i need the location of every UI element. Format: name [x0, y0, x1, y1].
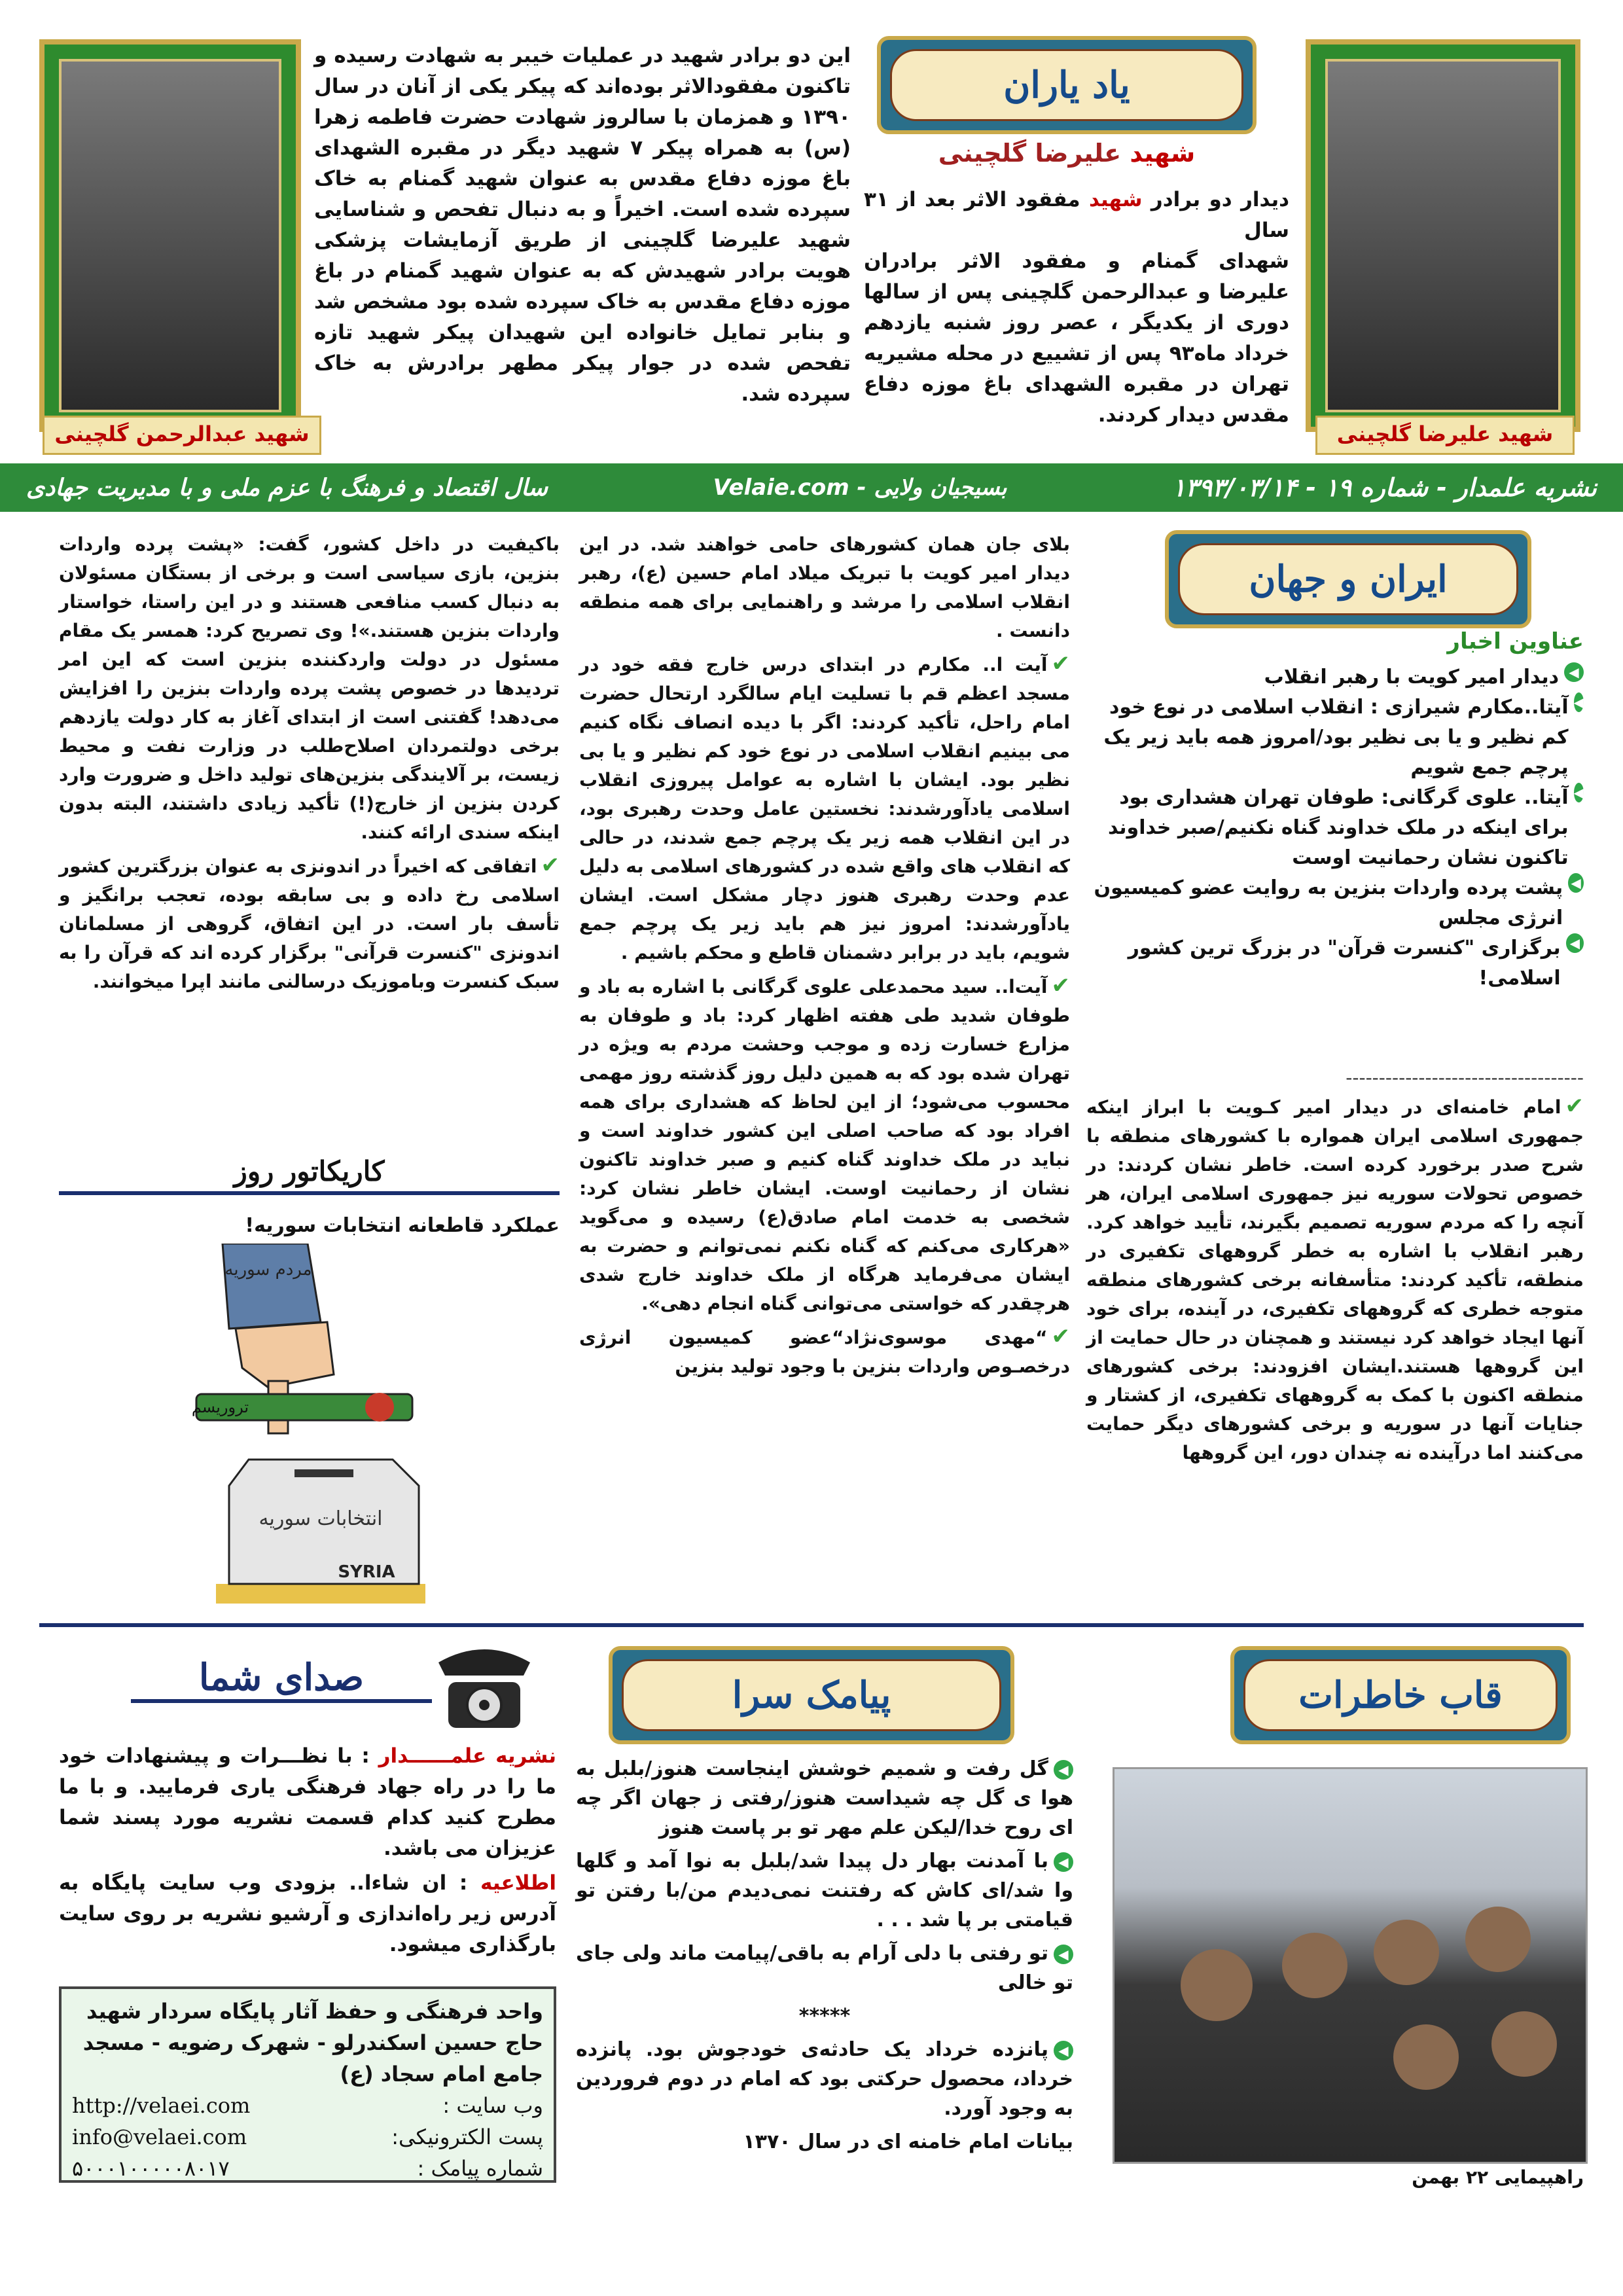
- iran-jahan-col1: ✔امام خامنه‌ای در دیدار امیر کـویت با ابراز اینکه جمهوری اسلامی ایران همواره با کشورهای منطقه با شرح صدر برخورد کرده است. خاطر نشان کردند: در خصوص تحولات سوریه نیز جمهوری اسلامی ایران، هر آنچه را که مردم سوریه تصمیم بگیرند، تأیید خواهد کرد. رهبر انقلاب با اشاره به خطر گروههای تکفیری در منطقه، تأکید کردند: متأسفانه برخی کشورهای منطقه متوجه خطری که گروههای تکفیری، در آینده، برای خود آنها ایجاد خواهد کرد نیستند و همچنان در حال حمایت از این گروهها هستند.ایشان افزودند: برخی کشورهای منطقه اکنون با کمک به گروههای تکفیری، از کشتار و جنایات آنها در سوریه و برخی کشورهای دیگر حمایت می‌کنند اما درآینده نه چندان دور، این گروهها: [1086, 1093, 1584, 1463]
- cartoon-illustration: [170, 1244, 471, 1610]
- col2-paragraph: ✔آیت ا.. مکارم در ابتدای درس خارج فقه خود در مسجد اعظم قم با تسلیت ایام سالگرد ارتحال حضرت امام راحل، تأکید کردند: اگر با دیده انصاف نگاه کنیم می بینیم انقلاب اسلامی در نوع خود کم نظیر و یا بی نظیر بود. ایشان با اشاره به عوامل پیروزی انقلاب اسلامی یادآورشدند: نخستین عامل وحدت رهبری بود، در این انقلاب همه زیر یک پرچم جمع شدند، در حالی که انقلاب های واقع شده در کشورهای اسلامی به دلیل عدم وحدت رهبری هنوز دچار مشکل است. ایشان یادآورشدند: امروز نیز هم باید زیر یک پرچم جمع شویم، باید در برابر دشمنان قاطع و محکم باشیم .: [579, 651, 1070, 963]
- contact-sms-row: شماره پیامک : ۵۰۰۰۱۰۰۰۰۰۸۰۱۷: [72, 2153, 543, 2184]
- khaterat-title: قاب خاطرات: [1243, 1659, 1558, 1731]
- cartoon-syria-label: SYRIA: [338, 1562, 395, 1582]
- section-divider: [39, 1623, 1584, 1627]
- banner-slogan: سال اقتصاد و فرهنگ با عزم ملی و با مدیریت جهادی: [26, 474, 548, 501]
- photo-frame-alireza: [1306, 39, 1580, 432]
- news-title-item[interactable]: ◀ آیتا..مکارم شیرازی : انقلاب اسلامی در نوع خود کم نظیر و یا بی نظیر بود/امروز همه باید زیر یک پرچم جمع شویم: [1086, 692, 1584, 783]
- photo-caption-abdolrahman: شهید عبدالرحمن گلچینی: [43, 416, 321, 455]
- portrait-alireza: [1325, 59, 1561, 412]
- sedaye-shoma-intro: نشریه علمــــــدار : با نظـــرات و پیشنهادات خود ما را در راه جهاد فرهنگی یاری فرمایید. و با ما مطرح کنید کدام قسمت نشریه مورد پسند شما عزیزان می باشد.: [59, 1744, 556, 1860]
- person-face: [1465, 1907, 1531, 1972]
- sms-number[interactable]: ۵۰۰۰۱۰۰۰۰۰۸۰۱۷: [72, 2156, 230, 2181]
- payamak-source: بیانات امام خامنه ای در سال ۱۳۷۰: [743, 2130, 1073, 2153]
- banner-site: بسیجیان ولایی - Velaie.com: [713, 475, 1007, 501]
- cartoon-terror-text: تروریسم: [191, 1398, 249, 1416]
- arrow-bullet-icon: ◀: [1054, 1945, 1073, 1964]
- news-title-item[interactable]: ◀ آیتا.. علوی گرگانی: طوفان تهران هشداری بود برای اینکه در ملک خداوند گناه نکنیم/صبر خداوند تاکنون نشان رحمانیت اوست: [1086, 783, 1584, 873]
- cartoon-blood: [365, 1393, 394, 1422]
- arrow-bullet-icon: ◀: [1054, 2041, 1073, 2060]
- payamak-item: ◀با آمدنت بهار دل پیدا شد/بلبل به نوا آمد و گلها وا شد/ای کاش که رفتنت نمی‌دیدم من/با رفتن تو قیامتی بر پا شد . . .: [576, 1850, 1073, 1931]
- cartoon-title: کاریکاتور روز: [59, 1155, 560, 1195]
- photo-frame-abdolrahman: [39, 39, 301, 432]
- person-face: [1282, 1933, 1347, 1998]
- news-heading: عناوین اخبار: [1447, 628, 1584, 655]
- col2-paragraph: بلای جان همان کشورهای حامی خواهند شد. در این دیدار امیر کویت با تبریک میلاد امام حسین (ع)، رهبر انقلاب اسلامی را مرشد و راهنمایی برای همه منطقه دانست .: [579, 533, 1070, 641]
- headline-part-b: مفقود الاثر بعد از ۳۱ سال: [864, 188, 1289, 242]
- col2-paragraph: ✔آیت‌ا.. سید محمدعلی علوی گرگانی با اشاره به باد و طوفان شدید طی هفته اظهار کرد: باد و طوفان به مزارع خسارت زده و موجب وحشت مردم به ویژه در تهران شده بود که به همین دلیل روز گذشته روز مهمی محسوب می‌شود؛ از این لحاظ که هشداری برای همه افراد بود که صاحب اصلی این کشور خداوند است و نباید در ملک خداوند گناه کنیم و صبر خداوند تاکنون نشان از رحمانیت اوست. ایشان خاطر نشان کرد: شخصی به خدمت امام صادق(ع) رسیده و می‌گوید «هرکاری می‌کنم که گناه نکنم نمی‌توانم و حضرت به ایشان می‌فرماید هرگاه از ملک خداوند خارج شدی هرچقدر که خواستی می‌توانی گناه انجام دهی».: [579, 973, 1070, 1314]
- masthead-right-article: [864, 185, 1289, 431]
- contact-box: [59, 1986, 556, 2183]
- cartoon-subtitle: عملکرد قاطعانه انتخابات سوریه!: [245, 1214, 560, 1237]
- person-face: [1374, 1920, 1439, 1985]
- headline-red-word: شهید: [1088, 188, 1143, 211]
- issue-banner: [0, 463, 1623, 512]
- masthead-headline: [864, 185, 1289, 246]
- arrow-bullet-icon: ◀: [1564, 662, 1584, 682]
- news-titles-list: [1086, 662, 1584, 994]
- email-link[interactable]: info@velaei.com: [72, 2125, 247, 2149]
- yaad-yaaran-header: [877, 36, 1257, 134]
- news-title-item[interactable]: ◀ دیدار امیر کویت با رهبر انقلاب: [1086, 662, 1584, 692]
- check-icon: ✔: [1051, 973, 1070, 999]
- arrow-bullet-icon: ◀: [1054, 1760, 1073, 1780]
- arrow-bullet-icon: ◀: [1574, 692, 1584, 712]
- arrow-bullet-icon: ◀: [1566, 933, 1584, 953]
- news-title-item[interactable]: ◀ برگزاری "کنسرت قرآن" در بزرگ ترین کشور اسلامی!: [1086, 933, 1584, 994]
- contact-email-row: پست الکترونیکی: info@velaei.com: [72, 2121, 543, 2153]
- cartoon-ballot-slot: [294, 1469, 353, 1477]
- photo-caption-alireza: شهید علیرضا گلچینی: [1315, 416, 1575, 455]
- check-icon: ✔: [1051, 651, 1070, 677]
- contact-org: واحد فرهنگی و حفظ آثار پایگاه سردار شهید حاج حسین اسکندرلو - شهرک رضویه - مسجد جامع امام سجاد (ع): [82, 1999, 543, 2087]
- cartoon-image: [170, 1244, 471, 1610]
- khaterat-header: [1230, 1646, 1571, 1744]
- payamak-list: [576, 1754, 1073, 2161]
- person-face: [1491, 2011, 1557, 2077]
- payamak-stars: *****: [798, 2005, 851, 2028]
- iran-jahan-col3: [59, 530, 560, 1000]
- yaad-subtitle-prefix: شهید: [1130, 139, 1196, 168]
- portrait-abdolrahman: [59, 59, 281, 412]
- iran-jahan-title: ایران و جهان: [1178, 543, 1518, 615]
- payamak-title: پیامک سرا: [622, 1659, 1001, 1731]
- person-face: [1393, 2024, 1459, 2090]
- yaad-subtitle: [877, 139, 1257, 168]
- check-icon: ✔: [1051, 1323, 1070, 1350]
- payamak-item: ◀گل رفت و شمیم خوشش اینجاست هنوز/بلبل به هوا ی گل چه شیداست هنوز/رفتی ز جهان اگر چه ای روح خدا/لیکن علم مهر تو بر پاست هنوز: [576, 1757, 1073, 1839]
- masthead-body-left: این دو برادر شهید در عملیات خیبر به شهادت رسیده و تاکنون مفقودالاثر بوده‌اند که پیکر یکی از آنان در سال ۱۳۹۰ و همزمان با سالروز شهادت حضرت فاطمه زهرا (س) به همراه پیکر ۷ شهید دیگر در مقبره الشهدای باغ موزه دفاع مقدس به عنوان شهید گمنام به خاک سپرده شده است. اخیراً و به دنبال تفحص و شناسایی شهید علیرضا گلچینی از طریق آزمایشات پزشکی هویت برادر شهیدش که به عنوان شهید گمنام در باغ موزه دفاع مقدس به خاک سپرده شده بود مشخص شد و بنابر تمایل خانواده این شهیدان پیکر شهید تازه تفحص شده در جوار پیکر مطهر برادرش به خاک سپرده شد.: [314, 44, 851, 406]
- cartoon-hand: [236, 1322, 334, 1388]
- masthead-left-article: [314, 41, 851, 410]
- check-icon: ✔: [1565, 1093, 1584, 1119]
- website-link[interactable]: http://velaei.com: [72, 2093, 251, 2118]
- masthead-body-right: شهدای گمنام و مفقود الاثر برادران علیرضا و عبدالرحمن گلچینی پس از سالها دوری از یکدیگر ، عصر روز شنبه یازدهم خرداد ماه۹۳ پس از تشییع در محله مشیریه تهران در مقبره الشهدای باغ موزه دفاع مقدس دیدار کردند.: [864, 249, 1290, 427]
- cartoon-sleeve: [223, 1244, 321, 1329]
- cartoon-sleeve-text: مردم سوریه: [224, 1260, 312, 1280]
- payamak-item: ◀تو رفتی با دلی آرام به باقی/پیامت ماند ولی جای تو خالی: [576, 1942, 1073, 1994]
- yaad-yaaran-title: یاد یاران: [890, 49, 1243, 121]
- telephone-icon: [432, 1636, 537, 1734]
- khaterat-photo-figures: [1118, 1769, 1586, 2158]
- payamak-header: [609, 1646, 1014, 1744]
- arrow-bullet-icon: ◀: [1568, 873, 1584, 893]
- khaterat-photo: [1113, 1767, 1588, 2164]
- arrow-bullet-icon: ◀: [1574, 783, 1584, 802]
- cartoon-box-text: انتخابات سوریه: [259, 1507, 383, 1530]
- news-title-item[interactable]: ◀ پشت پرده واردات بنزین به روایت عضو کمیسیون انرژی مجلس: [1086, 873, 1584, 933]
- sedaye-shoma-notice: اطلاعیه : ان شاءا.. بزودی وب سایت پایگاه به آدرس زیر راه‌اندازی و آرشیو نشریه بر روی سایت بارگذاری میشود.: [59, 1871, 556, 1956]
- sedaye-shoma-text: [59, 1741, 556, 1964]
- news-separator: ------------------------------------: [1346, 1067, 1584, 1088]
- check-icon: ✔: [541, 852, 560, 878]
- khaterat-photo-caption: راهپیمایی ۲۲ بهمن: [1412, 2166, 1584, 2188]
- col2-paragraph: ✔“مهدی موسوی‌نژاد“عضو کمیسیون انرژی درخصـوص واردات بنزین با وجود تولید بنزین: [579, 1323, 1070, 1377]
- banner-issue-info: نشریه علمدار - شماره ۱۹ - ۱۳۹۳/۰۳/۱۴: [1172, 473, 1597, 502]
- col3-paragraph: باکیفیت در داخل کشور، گفت: «پشت پرده واردات بنزین، بازی سیاسی است و برخی از بستگان مسئولان به دنبال کسب منافعی هستند و در این راستا، خواستار واردات بنزین هستند.»! وی تصریح کرد: همسر یک مقام مسئول در دولت واردکننده بنزین است که این امر تردیدها در خصوص پشت پرده واردات بنزین را افزایش می‌دهد! گفتنی است از ابتدای آغاز به کار دولت یازدهم برخی دولتمردان اصلاح‌طلب در وزارت نفت و محیط زیست، بر آلایندگی بنزین‌های تولید داخل و ضرورت وارد کردن بنزین از خارج(!) تأکید زیادی داشتند، البته بدون اینکه سندی ارائه کنند.: [59, 533, 560, 843]
- headline-part-a: دیدار دو برادر: [1150, 188, 1290, 211]
- col3-paragraph: ✔اتفاقی که اخیراً در اندونزی به عنوان بزرگترین کشور اسلامی رخ داده و بی سابقه بوده، تعجب برانگیز و تأسف بار است. در این اتفاق، گروهی از مسلمانان اندونزی "کنسرت قرآنی" برگزار کرده اند که قرآن را به سبک کنسرت وباموزیک درسالنی مانند اپرا میخوانند.: [59, 852, 560, 992]
- contact-website-row: وب سایت : http://velaei.com: [72, 2090, 543, 2121]
- person-face: [1181, 1949, 1253, 2021]
- arrow-bullet-icon: ◀: [1054, 1852, 1073, 1872]
- yaad-subtitle-name: علیرضا گلچینی: [938, 139, 1122, 168]
- iran-jahan-col2: [579, 530, 1070, 1385]
- iran-jahan-header: [1165, 530, 1531, 628]
- telephone-icon-graphic: [432, 1636, 537, 1734]
- sedaye-shoma-title: صدای شما: [131, 1656, 432, 1703]
- cartoon-ground: [216, 1584, 425, 1604]
- payamak-item: ◀پانزده خرداد یک حادثه‌ی خودجوش بود. پانزده خرداد، محصول حرکتی بود که امام در دوم فروردین به وجود آورد.: [576, 2038, 1073, 2120]
